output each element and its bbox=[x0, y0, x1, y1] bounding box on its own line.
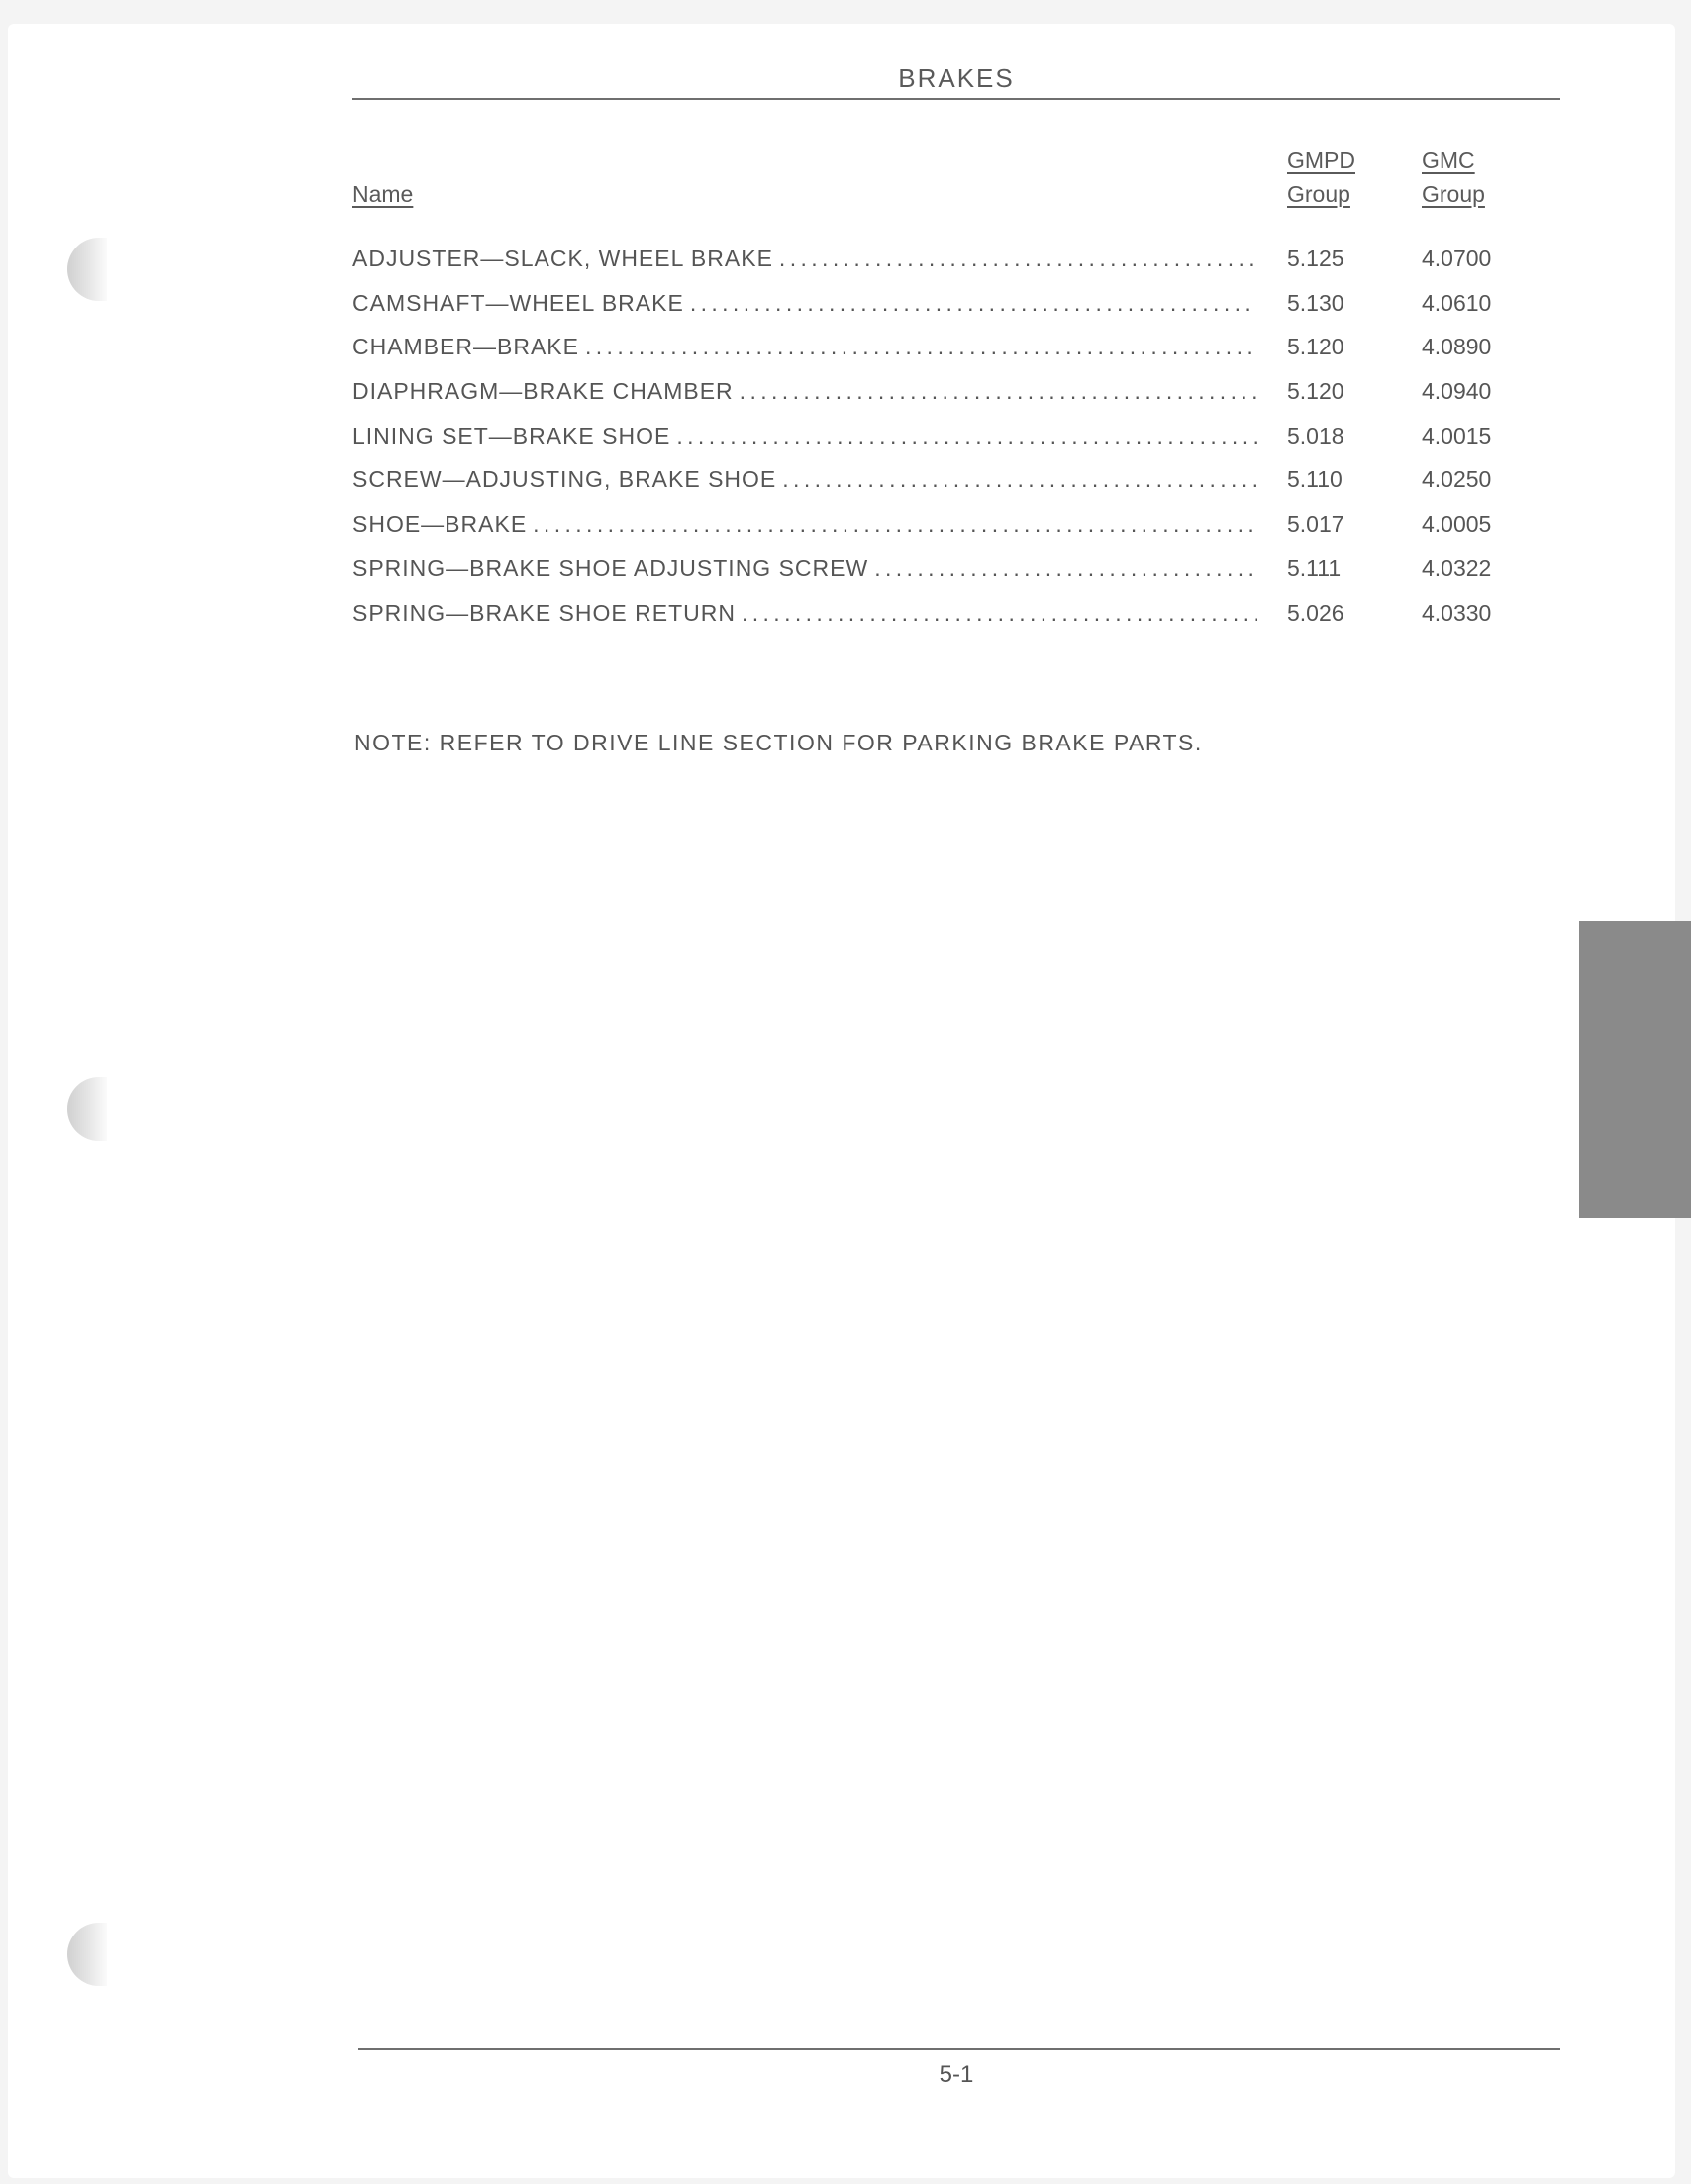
gmc-group: 4.0250 bbox=[1422, 466, 1492, 493]
gmpd-group: 5.120 bbox=[1287, 378, 1344, 405]
parking-brake-note: NOTE: REFER TO DRIVE LINE SECTION FOR PARKING BRAKE PARTS. bbox=[354, 730, 1203, 755]
dot-leader bbox=[779, 242, 1257, 275]
page-title: BRAKES bbox=[898, 63, 1015, 93]
dot-leader bbox=[874, 551, 1257, 585]
column-header-gmpd-group bbox=[1287, 144, 1355, 211]
dot-leader bbox=[690, 286, 1257, 320]
part-name: SHOE—BRAKE bbox=[352, 511, 528, 538]
column-header-gmpd-line1: GMPD bbox=[1287, 148, 1355, 173]
gmc-group: 4.0610 bbox=[1422, 289, 1492, 316]
gmc-group: 4.0015 bbox=[1422, 422, 1492, 448]
dot-leader bbox=[740, 374, 1257, 408]
gmc-group: 4.0890 bbox=[1422, 334, 1492, 360]
dot-leader bbox=[533, 507, 1257, 541]
part-name: DIAPHRAGM—BRAKE CHAMBER bbox=[352, 378, 734, 405]
dot-leader bbox=[742, 596, 1257, 630]
parts-table bbox=[352, 242, 1560, 640]
gmpd-group: 5.111 bbox=[1287, 554, 1342, 581]
part-name: LINING SET—BRAKE SHOE bbox=[352, 422, 671, 448]
table-row bbox=[352, 419, 1560, 463]
part-name: SPRING—BRAKE SHOE ADJUSTING SCREW bbox=[352, 554, 869, 581]
column-header-name bbox=[352, 177, 413, 211]
table-row bbox=[352, 462, 1560, 507]
part-name: CHAMBER—BRAKE bbox=[352, 334, 579, 360]
table-row bbox=[352, 330, 1560, 374]
table-row bbox=[352, 242, 1560, 286]
gmpd-group: 5.110 bbox=[1287, 466, 1343, 493]
dot-leader bbox=[585, 330, 1257, 363]
gmc-group: 4.0322 bbox=[1422, 554, 1492, 581]
column-header-name-label: Name bbox=[352, 181, 414, 207]
column-header-gmc-group bbox=[1422, 144, 1485, 211]
column-header-gmc-line2: Group bbox=[1422, 181, 1485, 207]
gmpd-group: 5.026 bbox=[1287, 599, 1344, 626]
table-row bbox=[352, 507, 1560, 551]
gmc-group: 4.0700 bbox=[1422, 246, 1492, 271]
page-number: 5-1 bbox=[939, 2061, 974, 2088]
column-header-gmpd-line2: Group bbox=[1287, 181, 1350, 207]
section-tab bbox=[1579, 921, 1691, 1218]
table-row bbox=[352, 551, 1560, 596]
dot-leader bbox=[782, 462, 1257, 496]
gmc-group: 4.0940 bbox=[1422, 378, 1492, 405]
table-row bbox=[352, 286, 1560, 331]
gmpd-group: 5.017 bbox=[1287, 511, 1344, 538]
dot-leader bbox=[676, 419, 1257, 452]
table-row bbox=[352, 596, 1560, 641]
table-row bbox=[352, 374, 1560, 419]
part-name: SPRING—BRAKE SHOE RETURN bbox=[352, 599, 736, 626]
column-header-gmc-line1: GMC bbox=[1422, 148, 1475, 173]
gmpd-group: 5.130 bbox=[1287, 289, 1344, 316]
gmpd-group: 5.018 bbox=[1287, 422, 1344, 448]
header-rule bbox=[352, 98, 1560, 100]
part-name: CAMSHAFT—WHEEL BRAKE bbox=[352, 289, 684, 316]
footer-rule bbox=[358, 2048, 1560, 2050]
gmc-group: 4.0005 bbox=[1422, 511, 1492, 538]
part-name: SCREW—ADJUSTING, BRAKE SHOE bbox=[352, 466, 777, 493]
gmc-group: 4.0330 bbox=[1422, 599, 1492, 626]
part-name: ADJUSTER—SLACK, WHEEL BRAKE bbox=[352, 246, 773, 271]
gmpd-group: 5.125 bbox=[1287, 246, 1344, 271]
gmpd-group: 5.120 bbox=[1287, 334, 1344, 360]
